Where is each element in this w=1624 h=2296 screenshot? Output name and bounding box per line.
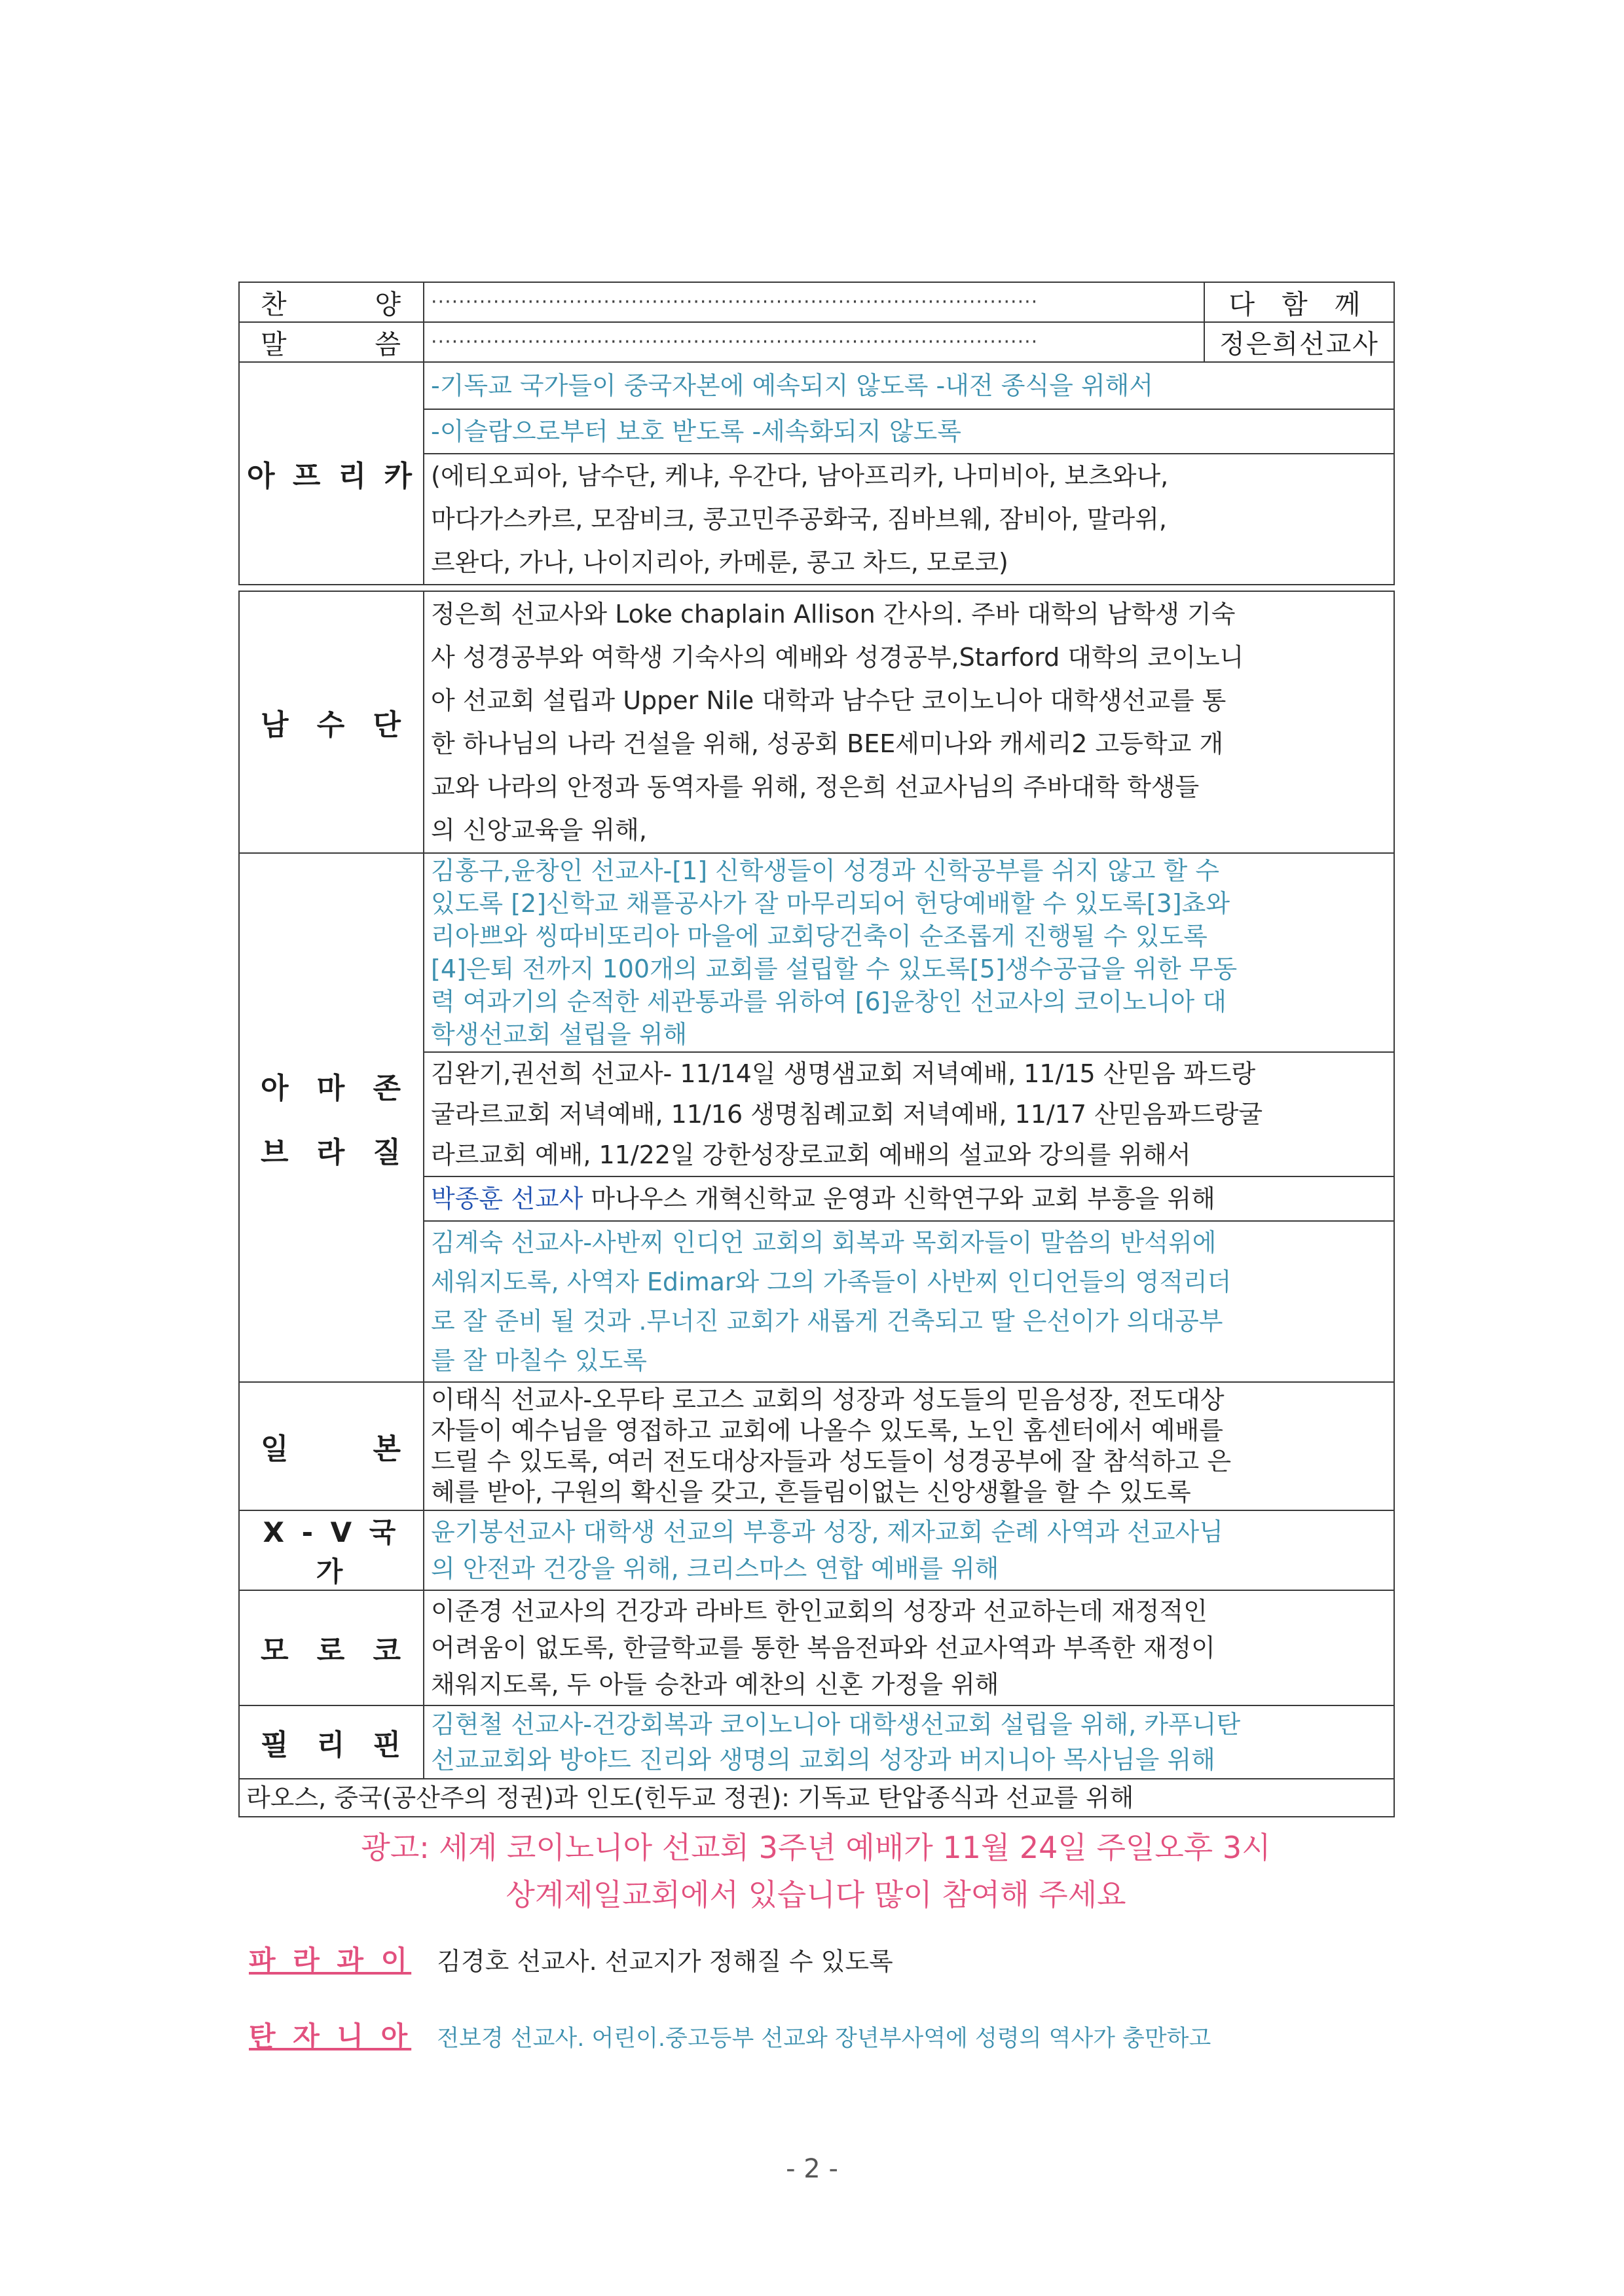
- xv-label: X - V 국 가: [239, 1510, 424, 1590]
- paraguay-text: 김경호 선교사. 선교지가 정해질 수 있도록: [437, 1947, 893, 1976]
- text-line: 이준경 선교사의 건강과 라바트 한인교회의 성장과 선교하는데 재정적인: [431, 1597, 1208, 1626]
- japan-label: 일 본: [261, 1432, 402, 1466]
- prayer-table: [238, 591, 1395, 1817]
- tanzania-text: 전보경 선교사. 어린이.중고등부 선교와 장년부사역에 성령의 역사가 충만하고: [437, 2026, 1211, 2052]
- text-line: 의 신앙교육을 위해,: [431, 816, 647, 845]
- text-line: 이태식 선교사-오무타 로고스 교회의 성장과 성도들의 믿음성장, 전도대상: [431, 1385, 1225, 1414]
- amazon-block-1: [424, 853, 1394, 1052]
- missionary-name: 박종훈 선교사: [431, 1184, 583, 1213]
- text-line: 김완기,권선희 선교사- 11/14일 생명샘교회 저녁예배, 11/15 산믿음 꽈드랑: [431, 1059, 1256, 1088]
- text-line: 한 하나님의 나라 건설을 위해, 성공회 BEE세미나와 캐세리2 고등학교 개: [431, 729, 1224, 758]
- text-line: 굴라르교회 저녁예배, 11/16 생명침례교회 저녁예배, 11/17 산믿음꽈드랑굴: [431, 1100, 1263, 1129]
- notice-line-1: 광고: 세계 코이노니아 선교회 3주년 예배가 11월 24일 주일오후 3시: [361, 1830, 1271, 1865]
- amazon-block-3: [424, 1176, 1394, 1221]
- sermon-value: 정은희선교사: [1204, 322, 1394, 362]
- text-line: 있도록 [2]신학교 채플공사가 잘 마무리되어 헌당예배할 수 있도록[3]쵸와: [431, 889, 1230, 918]
- tanzania-label: 탄 자 니 아: [249, 2020, 412, 2052]
- text-line: 를 잘 마칠수 있도록: [431, 1346, 647, 1375]
- sermon-label: 말 씀: [261, 329, 402, 360]
- text-line: 정은희 선교사와 Loke chaplain Allison 간사의. 주바 대학의 남학생 기숙: [431, 600, 1236, 629]
- xv-text: [424, 1510, 1394, 1590]
- hymn-value: 다 함 께: [1204, 282, 1394, 322]
- header-table: [238, 282, 1395, 585]
- south-sudan-text: [424, 591, 1394, 853]
- africa-countries: [424, 454, 1394, 585]
- sermon-dotted-line: ························································································: [424, 322, 1204, 362]
- text-line: 김계숙 선교사-사반찌 인디언 교회의 회복과 목회자들이 말씀의 반석위에: [431, 1228, 1217, 1257]
- africa-country-line: 르완다, 가나, 나이지리아, 카메룬, 콩고 차드, 모로코): [431, 548, 1008, 577]
- text-line: 교와 나라의 안정과 동역자를 위해, 정은희 선교사님의 주바대학 학생들: [431, 773, 1200, 801]
- text-line: 김현철 선교사-건강회복과 코이노니아 대학생선교회 설립을 위해, 카푸니탄: [431, 1710, 1241, 1739]
- amazon-block-4: [424, 1221, 1394, 1382]
- text-line: 학생선교회 설립을 위해: [431, 1020, 688, 1049]
- text-line: 로 잘 준비 될 것과 .무너진 교회가 새롭게 건축되고 딸 은선이가 의대공부: [431, 1307, 1223, 1336]
- africa-line-2: -이슬람으로부터 보호 받도록 -세속화되지 않도록: [424, 409, 1394, 454]
- text-line: 자들이 예수님을 영접하고 교회에 나올수 있도록, 노인 홈센터에서 예배를: [431, 1416, 1223, 1445]
- africa-country-line: (에티오피아, 남수단, 케냐, 우간다, 남아프리카, 나미비아, 보츠와나,: [431, 462, 1169, 490]
- hymn-dotted-line: ························································································: [424, 282, 1204, 322]
- notice-line-2: 상계제일교회에서 있습니다 많이 참여해 주세요: [506, 1877, 1126, 1912]
- text-line: [4]은퇴 전까지 100개의 교회를 설립할 수 있도록[5]생수공급을 위한 무동: [431, 955, 1238, 983]
- text-line: 윤기봉선교사 대학생 선교의 부흥과 성장, 제자교회 순례 사역과 선교사님: [431, 1518, 1223, 1546]
- text-line: 세워지도록, 사역자 Edimar와 그의 가족들이 사반찌 인디언들의 영적리더: [431, 1267, 1232, 1296]
- africa-label: 아 프 리 카: [239, 362, 424, 585]
- text-line: 혜를 받아, 구원의 확신을 갖고, 흔들림이없는 신앙생활을 할 수 있도록: [431, 1478, 1191, 1506]
- text-line: 마나우스 개혁신학교 운영과 신학연구와 교회 부흥을 위해: [583, 1184, 1215, 1213]
- paraguay-request: [249, 1939, 893, 1978]
- philippines-label: 필 리 핀: [261, 1728, 402, 1762]
- text-line: 어려움이 없도록, 한글학교를 통한 복음전파와 선교사역과 부족한 재정이: [431, 1633, 1215, 1662]
- morocco-text: [424, 1590, 1394, 1705]
- text-line: 리아쁘와 씽따비또리아 마을에 교회당건축이 순조롭게 진행될 수 있도록: [431, 922, 1208, 951]
- text-line: 의 안전과 건강을 위해, 크리스마스 연합 예배를 위해: [431, 1554, 999, 1583]
- amazon-block-2: [424, 1052, 1394, 1176]
- text-line: 선교교회와 방야드 진리와 생명의 교회의 성장과 버지니아 목사님을 위해: [431, 1745, 1215, 1774]
- morocco-label: 모 로 코: [261, 1634, 402, 1667]
- laos-china-india-text: 라오스, 중국(공산주의 정권)과 인도(힌두교 정권): 기독교 탄압종식과 선교를 위해: [239, 1779, 1394, 1817]
- south-sudan-label: 남 수 단: [261, 708, 402, 742]
- brazil-label: 브 라 질: [261, 1136, 402, 1169]
- japan-text: [424, 1382, 1394, 1510]
- amazon-brazil-label: [239, 853, 424, 1382]
- philippines-text: [424, 1705, 1394, 1779]
- page-number: - 2 -: [786, 2154, 838, 2184]
- text-line: 사 성경공부와 여학생 기숙사의 예배와 성경공부,Starford 대학의 코이노니: [431, 643, 1244, 672]
- africa-country-line: 마다가스카르, 모잠비크, 콩고민주공화국, 짐바브웨, 잠비아, 말라위,: [431, 505, 1167, 534]
- hymn-label: 찬 양: [261, 289, 402, 320]
- africa-line-1: -기독교 국가들이 중국자본에 예속되지 않도록 -내전 종식을 위해서: [424, 362, 1394, 409]
- text-line: 아 선교회 설립과 Upper Nile 대학과 남수단 코이노니아 대학생선교를 통: [431, 686, 1227, 715]
- notice: [238, 1824, 1393, 1918]
- text-line: 드릴 수 있도록, 여러 전도대상자들과 성도들이 성경공부에 잘 참석하고 은: [431, 1447, 1232, 1476]
- text-line: 라르교회 예배, 11/22일 강한성장로교회 예배의 설교와 강의를 위해서: [431, 1140, 1191, 1169]
- tanzania-request: [249, 2015, 1211, 2054]
- text-line: 력 여과기의 순적한 세관통과를 위하여 [6]윤창인 선교사의 코이노니아 대: [431, 987, 1227, 1016]
- text-line: 채워지도록, 두 아들 승찬과 예찬의 신혼 가정을 위해: [431, 1670, 999, 1699]
- text-line: 김홍구,윤창인 선교사-[1] 신학생들이 성경과 신학공부를 쉬지 않고 할 수: [431, 856, 1220, 885]
- amazon-label: 아 마 존: [261, 1072, 402, 1105]
- paraguay-label: 파 라 과 이: [249, 1944, 412, 1977]
